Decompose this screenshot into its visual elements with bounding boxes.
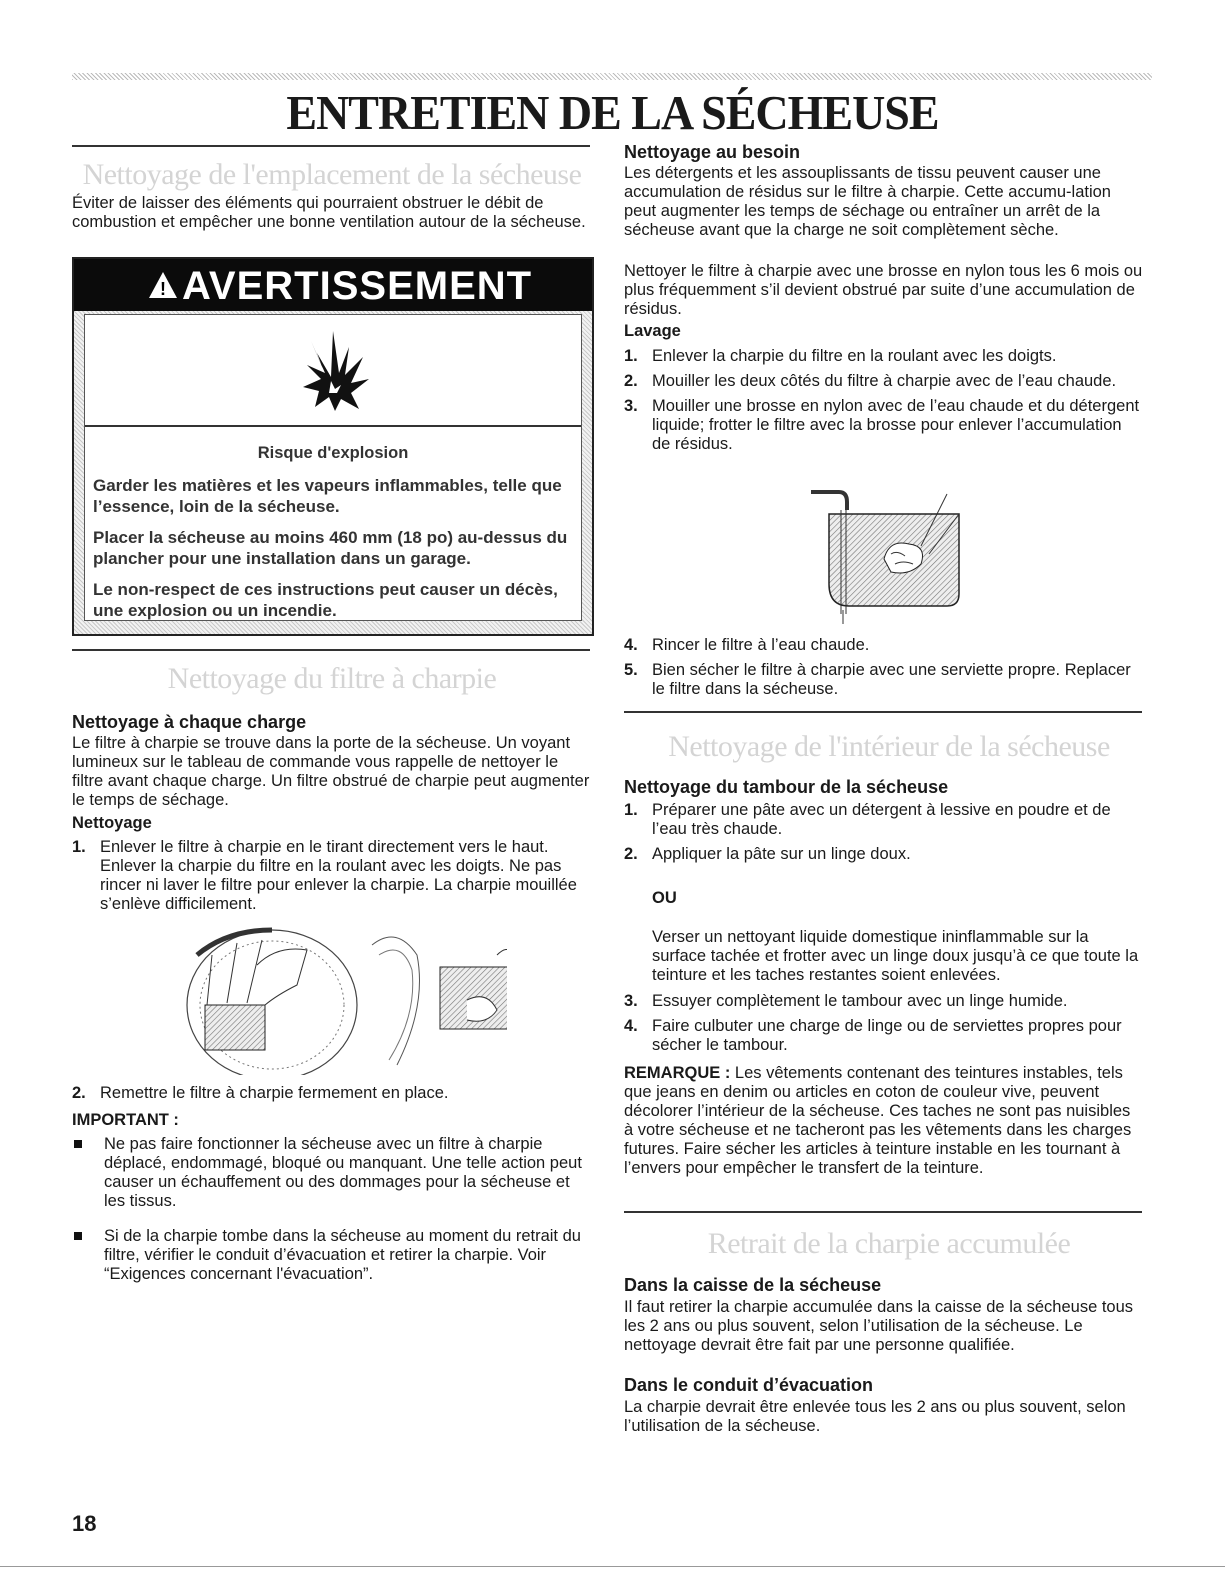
step-number: 3. <box>624 397 638 415</box>
section-rule <box>72 649 590 651</box>
step-item <box>624 661 1144 699</box>
warning-line: Le non-respect de ces instructions peut causer un décès, une explosion ou un incendie. <box>93 580 558 620</box>
warning-header <box>74 259 592 311</box>
section-rule <box>624 711 1142 713</box>
step-text: Bien sécher le filtre à charpie avec une serviette propre. Replacer le filtre dans la sécheuse. <box>652 661 1131 698</box>
bullet-square-icon <box>74 1140 82 1148</box>
step-item <box>624 992 1144 1011</box>
step-text: Rincer le filtre à l’eau chaude. <box>652 636 870 654</box>
step-number: 2. <box>624 372 638 390</box>
step-number: 2. <box>72 1084 86 1102</box>
step-number: 4. <box>624 636 638 654</box>
section-title-interieur: Nettoyage de l'intérieur de la sécheuse <box>668 730 1110 763</box>
subheading-caisse: Dans la caisse de la sécheuse <box>624 1275 882 1295</box>
top-decorative-bar <box>72 73 1152 80</box>
important-label: IMPORTANT : <box>72 1111 179 1129</box>
conduit-text: La charpie devrait être enlevée tous les 2 ans ou plus souvent, selon l’utilisation de la sécheuse. <box>624 1398 1126 1435</box>
svg-text:!: ! <box>160 279 166 299</box>
page-title: ENTRETIEN DE LA SÉCHEUSE <box>286 85 939 140</box>
warning-triangle-icon <box>148 271 178 299</box>
warning-header-text: AVERTISSEMENT <box>182 264 533 308</box>
bullet-item <box>72 1227 592 1284</box>
nettoyage-steps <box>72 838 592 920</box>
important-bullets <box>72 1135 592 1300</box>
step-number: 2. <box>624 845 638 863</box>
step-number: 1. <box>624 801 638 819</box>
step-text: Faire culbuter une charge de linge ou de serviettes propres pour sécher le tambour. <box>652 1017 1122 1054</box>
subheading-lavage: Lavage <box>624 322 681 340</box>
nettoyage-steps-2 <box>72 1084 592 1109</box>
step-text: Enlever la charpie du filtre en la roulant avec les doigts. <box>652 347 1057 365</box>
step-text: Appliquer la pâte sur un linge doux. <box>652 845 911 863</box>
step-number: 1. <box>72 838 86 856</box>
step-number: 1. <box>624 347 638 365</box>
chaque-charge-text: Le filtre à charpie se trouve dans la porte de la sécheuse. Un voyant lumineux sur le tableau de commande vous rappelle de nettoyer le filtre avant chaque charge. Un filtre obstrué de charpie peut augmenter le temps de séchage. <box>72 734 590 809</box>
remarque-label: REMARQUE : <box>624 1064 731 1082</box>
bullet-square-icon <box>74 1232 82 1240</box>
section-rule <box>624 1211 1142 1213</box>
subheading-tambour: Nettoyage du tambour de la sécheuse <box>624 777 949 797</box>
bullet-text: Ne pas faire fonctionner la sécheuse avec un filtre à charpie déplacé, endommagé, bloqué ou manquant. Une telle action peut causer un échauffement ou des dommages pour la sécheuse et les tissus. <box>104 1135 582 1210</box>
warning-line: Placer la sécheuse au moins 460 mm (18 po) au-dessus du plancher pour une installation dans un garage. <box>93 528 568 568</box>
step-text: Remettre le filtre à charpie fermement en place. <box>100 1084 449 1102</box>
bullet-text: Si de la charpie tombe dans la sécheuse au moment du retrait du filtre, vérifier le conduit d’évacuation et retirer la charpie. Voir “Exigences concernant l'évacuation”. <box>104 1227 581 1283</box>
lavage-steps-2 <box>624 636 1144 705</box>
warning-box <box>72 257 594 636</box>
step-item <box>624 636 1144 655</box>
step-text: Essuyer complètement le tambour avec un linge humide. <box>652 992 1068 1010</box>
caisse-text: Il faut retirer la charpie accumulée dans la caisse de la sécheuse tous les 2 ans ou plus souvent, selon l’utilisation de la sécheuse. Le nettoyage devrait être fait par une personne qualifiée. <box>624 1298 1134 1354</box>
bullet-item <box>72 1135 592 1211</box>
subheading-nettoyage: Nettoyage <box>72 814 152 832</box>
section-title-retrait: Retrait de la charpie accumulée <box>707 1227 1071 1260</box>
filter-washing-illustration <box>809 484 969 624</box>
bottom-edge-line <box>0 1566 1225 1567</box>
warning-icon-area <box>85 315 581 427</box>
step-item <box>624 1017 1144 1055</box>
step-item <box>624 372 1144 391</box>
emplacement-text: Éviter de laisser des éléments qui pourraient obstruer le débit de combustion et empêcher une bonne ventilation autour de la sécheuse. <box>72 194 586 231</box>
section-title-emplacement: Nettoyage de l'emplacement de la sécheuse <box>82 158 582 191</box>
section-title-filtre: Nettoyage du filtre à charpie <box>167 662 497 695</box>
besoin-text-1: Les détergents et les assouplissants de tissu peuvent causer une accumulation de résidus sur le filtre à charpie. Cette accumu-lation peut augmenter les temps de séchage ou entraîner un arrêt de la sécheuse avant que la charge ne soit complètement sèche. <box>624 164 1111 239</box>
warning-content <box>84 314 582 621</box>
warning-line: Garder les matières et les vapeurs inflammables, telle que l’essence, loin de la sécheuse. <box>93 476 562 516</box>
step-number: 5. <box>624 661 638 679</box>
step-text: Mouiller les deux côtés du filtre à charpie avec de l’eau chaude. <box>652 372 1117 390</box>
page-number: 18 <box>72 1511 97 1536</box>
remarque-paragraph <box>624 1064 1144 1178</box>
remarque-text: Les vêtements contenant des teintures instables, tels que jeans en denim ou articles en coton de couleur vive, peuvent décolorer l’intérieur de la sécheuse. Ces taches ne sont pas nuisibles à votre sécheuse et ne tacheront pas les vêtements dans les charges futures. Faire sécher les articles à teinture instable en les tournant à l’envers pour empêcher le transfert de la teinture. <box>624 1064 1132 1177</box>
subheading-conduit: Dans le conduit d’évacuation <box>624 1375 874 1395</box>
subheading-besoin: Nettoyage au besoin <box>624 142 801 162</box>
subheading-chaque-charge: Nettoyage à chaque charge <box>72 712 307 732</box>
explosion-icon <box>301 329 371 411</box>
alternative-text: Verser un nettoyant liquide domestique ininflammable sur la surface tachée et frotter avec un linge doux jusqu’à ce que toute la teinture et les taches restantes soient enlevées. <box>652 928 1139 984</box>
step-number: 4. <box>624 1017 638 1035</box>
tambour-steps <box>624 801 1144 870</box>
step-item <box>72 1084 592 1103</box>
warning-risk: Risque d'explosion <box>257 444 409 462</box>
step-item <box>624 347 1144 366</box>
step-text: Mouiller une brosse en nylon avec de l’eau chaude et du détergent liquide; frotter le filtre avec la brosse pour enlever l’accumulation de résidus. <box>652 397 1140 453</box>
step-item <box>72 838 592 914</box>
ou-label: OU <box>652 889 677 907</box>
step-item <box>624 845 1144 864</box>
besoin-text-2: Nettoyer le filtre à charpie avec une brosse en nylon tous les 6 mois ou plus fréquemment s’il devient obstrué par suite d’une accumulation de résidus. <box>624 262 1143 318</box>
lavage-steps <box>624 347 1144 460</box>
step-text: Préparer une pâte avec un détergent à lessive en poudre et de l’eau très chaude. <box>652 801 1111 838</box>
step-item <box>624 801 1144 839</box>
section-rule <box>72 145 590 147</box>
tambour-steps-2 <box>624 992 1144 1061</box>
step-text: Enlever le filtre à charpie en le tirant directement vers le haut. Enlever la charpie du filtre en la roulant avec les doigts. Ne pas rincer ni laver le filtre pour enlever la charpie. La charpie mouillée s’enlève difficilement. <box>100 838 577 913</box>
step-number: 3. <box>624 992 638 1010</box>
step-item <box>624 397 1144 454</box>
filter-removal-illustration <box>167 925 507 1075</box>
